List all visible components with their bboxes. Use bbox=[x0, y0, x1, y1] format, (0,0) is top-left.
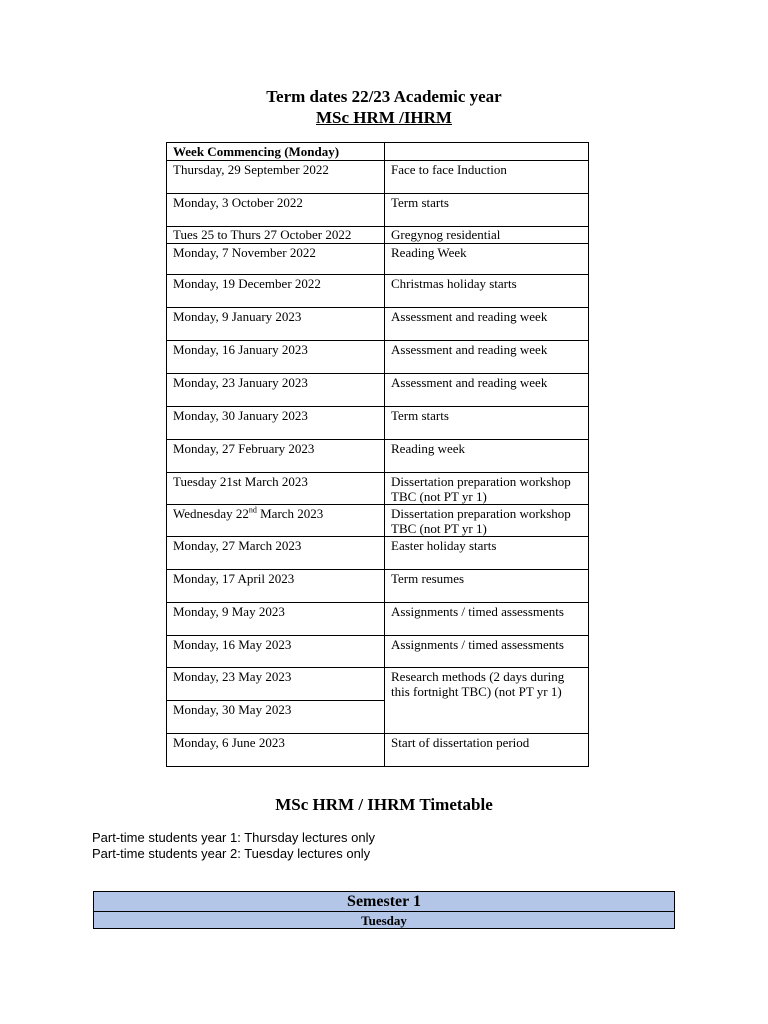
event-cell: Term starts bbox=[385, 407, 589, 440]
date-text: Wednesday 22 bbox=[173, 506, 249, 521]
table-header-row bbox=[167, 143, 589, 161]
event-cell: Dissertation preparation workshop TBC (not PT yr 1) bbox=[385, 473, 589, 505]
event-cell: Research methods (2 days during this fortnight TBC) (not PT yr 1) bbox=[385, 668, 589, 734]
event-cell: Term resumes bbox=[385, 570, 589, 603]
event-cell: Christmas holiday starts bbox=[385, 275, 589, 308]
event-cell: Assessment and reading week bbox=[385, 308, 589, 341]
date-text: March 2023 bbox=[256, 506, 324, 521]
ordinal-suffix: nd bbox=[248, 505, 257, 515]
date-cell: Monday, 23 May 2023 bbox=[167, 668, 385, 701]
event-cell: Reading Week bbox=[385, 244, 589, 275]
table-row bbox=[167, 308, 589, 341]
event-cell: Assessment and reading week bbox=[385, 374, 589, 407]
day-label: Tuesday bbox=[94, 912, 675, 929]
table-row bbox=[167, 407, 589, 440]
date-cell: Monday, 9 January 2023 bbox=[167, 308, 385, 341]
table-row bbox=[167, 473, 589, 505]
table-row bbox=[167, 603, 589, 636]
table-row bbox=[167, 734, 589, 767]
date-cell: Monday, 27 March 2023 bbox=[167, 537, 385, 570]
date-cell: Monday, 27 February 2023 bbox=[167, 440, 385, 473]
date-cell: Monday, 17 April 2023 bbox=[167, 570, 385, 603]
table-row bbox=[167, 537, 589, 570]
date-cell: Monday, 6 June 2023 bbox=[167, 734, 385, 767]
table-row bbox=[167, 227, 589, 244]
term-dates-table bbox=[166, 142, 589, 767]
date-cell: Monday, 7 November 2022 bbox=[167, 244, 385, 275]
date-cell: Monday, 30 January 2023 bbox=[167, 407, 385, 440]
column-header-empty bbox=[385, 143, 589, 161]
semester-day-row bbox=[94, 912, 675, 929]
table-row bbox=[167, 505, 589, 537]
table-row bbox=[167, 244, 589, 275]
date-cell: Monday, 16 January 2023 bbox=[167, 341, 385, 374]
semester-title: Semester 1 bbox=[94, 892, 675, 912]
table-row bbox=[167, 194, 589, 227]
date-cell: Tues 25 to Thurs 27 October 2022 bbox=[167, 227, 385, 244]
date-cell: Monday, 23 January 2023 bbox=[167, 374, 385, 407]
date-cell: Monday, 9 May 2023 bbox=[167, 603, 385, 636]
column-header: Week Commencing (Monday) bbox=[167, 143, 385, 161]
event-cell: Gregynog residential bbox=[385, 227, 589, 244]
event-cell: Start of dissertation period bbox=[385, 734, 589, 767]
table-row bbox=[167, 668, 589, 701]
page-subtitle: MSc HRM /IHRM bbox=[316, 108, 452, 127]
event-cell: Assignments / timed assessments bbox=[385, 603, 589, 636]
table-row bbox=[167, 440, 589, 473]
table-row bbox=[167, 161, 589, 194]
date-cell: Monday, 19 December 2022 bbox=[167, 275, 385, 308]
event-cell: Term starts bbox=[385, 194, 589, 227]
table-row bbox=[167, 570, 589, 603]
event-cell: Face to face Induction bbox=[385, 161, 589, 194]
page-title: Term dates 22/23 Academic year bbox=[266, 87, 502, 106]
timetable-title: MSc HRM / IHRM Timetable bbox=[275, 795, 493, 814]
table-row bbox=[167, 374, 589, 407]
date-cell bbox=[167, 505, 385, 537]
semester-header-row bbox=[94, 892, 675, 912]
event-cell: Dissertation preparation workshop TBC (not PT yr 1) bbox=[385, 505, 589, 537]
semester-table bbox=[93, 891, 675, 929]
date-cell: Monday, 16 May 2023 bbox=[167, 636, 385, 668]
table-row bbox=[167, 636, 589, 668]
event-cell: Assessment and reading week bbox=[385, 341, 589, 374]
part-time-note-year-1: Part-time students year 1: Thursday lectures only bbox=[92, 830, 375, 845]
event-cell: Easter holiday starts bbox=[385, 537, 589, 570]
part-time-note-year-2: Part-time students year 2: Tuesday lectures only bbox=[92, 846, 371, 861]
date-cell: Thursday, 29 September 2022 bbox=[167, 161, 385, 194]
date-cell: Tuesday 21st March 2023 bbox=[167, 473, 385, 505]
event-cell: Reading week bbox=[385, 440, 589, 473]
table-row bbox=[167, 341, 589, 374]
table-row bbox=[167, 275, 589, 308]
date-cell: Monday, 3 October 2022 bbox=[167, 194, 385, 227]
date-cell: Monday, 30 May 2023 bbox=[167, 701, 385, 734]
event-cell: Assignments / timed assessments bbox=[385, 636, 589, 668]
